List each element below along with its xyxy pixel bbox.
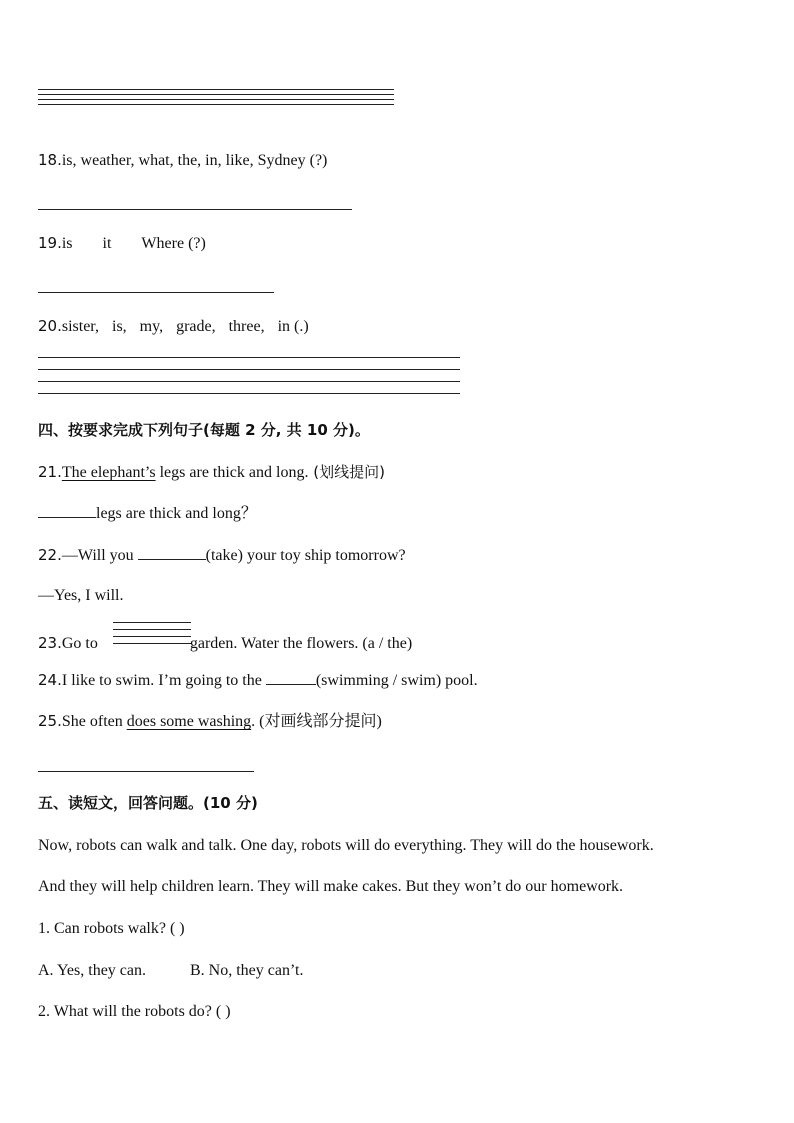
question-number: 24. — [38, 671, 62, 689]
option-a[interactable]: A. Yes, they can. — [38, 962, 146, 979]
option-b[interactable]: B. No, they can’t. — [190, 962, 304, 979]
question-text: legs are thick and long. — [155, 464, 309, 481]
question-21 — [38, 462, 385, 483]
question-number: 23. — [38, 634, 62, 652]
question-text: Go to — [61, 635, 102, 652]
question-22 — [38, 545, 406, 566]
question-19 — [38, 233, 206, 254]
question-24 — [38, 670, 478, 691]
question-23 — [38, 633, 412, 654]
passage-line-2: And they will help children learn. They will make cakes. But they won’t do our homework. — [38, 878, 624, 895]
answer-text: legs are thick and long？ — [96, 505, 257, 522]
instruction-note: (划线提问) — [308, 463, 385, 481]
reading-options-1 — [38, 961, 303, 981]
answer-lines-q23[interactable] — [113, 622, 191, 648]
word: Where — [141, 235, 185, 252]
question-25 — [38, 711, 382, 732]
answer-line-q19[interactable] — [38, 292, 274, 293]
section-heading-5: 五、读短文，回答问题。(10 分) — [38, 794, 258, 812]
question-20 — [38, 316, 309, 337]
answer-lines-q17 — [38, 89, 394, 109]
question-text: . (对画线部分提问) — [251, 713, 382, 730]
word: three, — [228, 318, 265, 335]
reading-question-2: 2. What will the robots do? ( ) — [38, 1003, 231, 1020]
question-number: 21. — [38, 463, 62, 481]
question-number: 22. — [38, 546, 62, 564]
question-number: 18. — [38, 151, 62, 169]
question-text: is, weather, what, the, in, like, Sydney (?) — [61, 152, 328, 169]
answer-line-q18[interactable] — [38, 209, 352, 210]
word: (?) — [188, 235, 206, 252]
answer-blank[interactable] — [138, 545, 206, 560]
question-text: garden. Water the flowers. (a / the) — [185, 635, 413, 652]
question-number: 19. — [38, 234, 62, 252]
question-number: 20. — [38, 317, 62, 335]
word: sister, — [61, 318, 99, 335]
answer-blank[interactable] — [266, 670, 316, 685]
question-18 — [38, 150, 327, 171]
question-text: I like to swim. I’m going to the — [61, 672, 266, 689]
answer-line-q25[interactable] — [38, 771, 254, 772]
question-text: She often — [61, 713, 127, 730]
reply-22: —Yes, I will. — [38, 587, 124, 604]
section-heading-4: 四、按要求完成下列句子(每题 2 分, 共 10 分)。 — [38, 421, 370, 439]
word: is, — [112, 318, 127, 335]
underlined-phrase: does some washing — [126, 713, 252, 730]
question-text: (swimming / swim) pool. — [315, 672, 478, 689]
dash: — — [61, 547, 78, 564]
word: it — [102, 235, 112, 252]
word: grade, — [176, 318, 216, 335]
answer-lines-q20[interactable] — [38, 357, 460, 398]
passage-line-1: Now, robots can walk and talk. One day, robots will do everything. They will do the housework. — [38, 837, 654, 854]
answer-21 — [38, 503, 257, 524]
question-text: (take) your toy ship tomorrow? — [205, 547, 406, 564]
word: in (.) — [277, 318, 309, 335]
reading-question-1: 1. Can robots walk? ( ) — [38, 920, 185, 937]
answer-blank[interactable] — [38, 503, 96, 518]
question-text: Will you — [77, 547, 138, 564]
question-number: 25. — [38, 712, 62, 730]
word: is — [61, 235, 73, 252]
word: my, — [139, 318, 164, 335]
underlined-phrase: The elephant’s — [61, 464, 156, 481]
